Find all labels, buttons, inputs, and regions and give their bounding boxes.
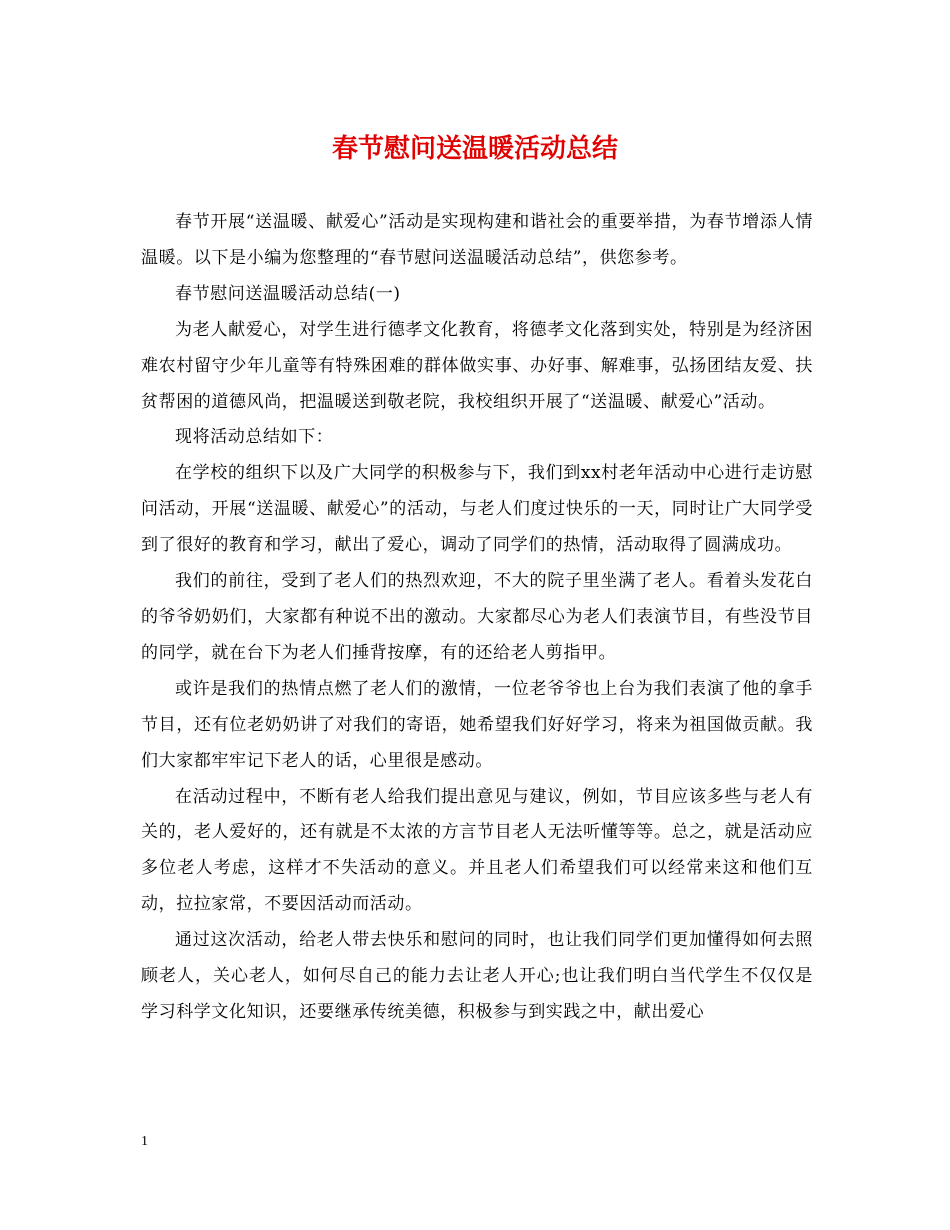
- page-number: 1: [141, 1134, 148, 1149]
- paragraph: 或许是我们的热情点燃了老人们的激情，一位老爷爷也上台为我们表演了他的拿手节目，还有位老奶奶讲了对我们的寄语，她希望我们好好学习，将来为祖国做贡献。我们大家都牢牢记下老人的话，心里很是感动。: [141, 678, 813, 771]
- paragraph: 在学校的组织下以及广大同学的积极参与下，我们到xx村老年活动中心进行走访慰问活动，开展“送温暖、献爱心”的活动，与老人们度过快乐的一天，同时让广大同学受到了很好的教育和学习，献出了爱心，调动了同学们的热情，活动取得了圆满成功。: [141, 463, 813, 556]
- section-heading: 春节慰问送温暖活动总结(一): [175, 283, 401, 304]
- paragraph: 我们的前往，受到了老人们的热烈欢迎，不大的院子里坐满了老人。看着头发花白的爷爷奶奶们，大家都有种说不出的激动。大家都尽心为老人们表演节目，有些没节目的同学，就在台下为老人们捶背按摩，有的还给老人剪指甲。: [141, 571, 813, 663]
- document-body: [141, 205, 813, 1031]
- document-title: 春节慰问送温暖活动总结: [331, 134, 618, 164]
- paragraph: 现将活动总结如下：: [175, 427, 334, 448]
- paragraph-intro: 春节开展“送温暖、献爱心”活动是实现构建和谐社会的重要举措，为春节增添人情温暖。以下是小编为您整理的“春节慰问送温暖活动总结”，供您参考。: [141, 212, 813, 268]
- paragraph: 通过这次活动，给老人带去快乐和慰问的同时，也让我们同学们更加懂得如何去照顾老人，关心老人，如何尽自己的能力去让老人开心;也让我们明白当代学生不仅仅是学习科学文化知识，还要继承传统美德，积极参与到实践之中，献出爱心: [141, 930, 813, 1022]
- paragraph: 在活动过程中，不断有老人给我们提出意见与建议，例如，节目应该多些与老人有关的，老人爱好的，还有就是不太浓的方言节目老人无法听懂等等。总之，就是活动应多位老人考虑，这样才不失活动的意义。并且老人们希望我们可以经常来这和他们互动，拉拉家常，不要因活动而活动。: [141, 786, 813, 915]
- paragraph: 为老人献爱心，对学生进行德孝文化教育，将德孝文化落到实处，特别是为经济困难农村留守少年儿童等有特殊困难的群体做实事、办好事、解难事，弘扬团结友爱、扶贫帮困的道德风尚，把温暖送到敬老院，我校组织开展了“送温暖、献爱心”活动。: [141, 319, 813, 412]
